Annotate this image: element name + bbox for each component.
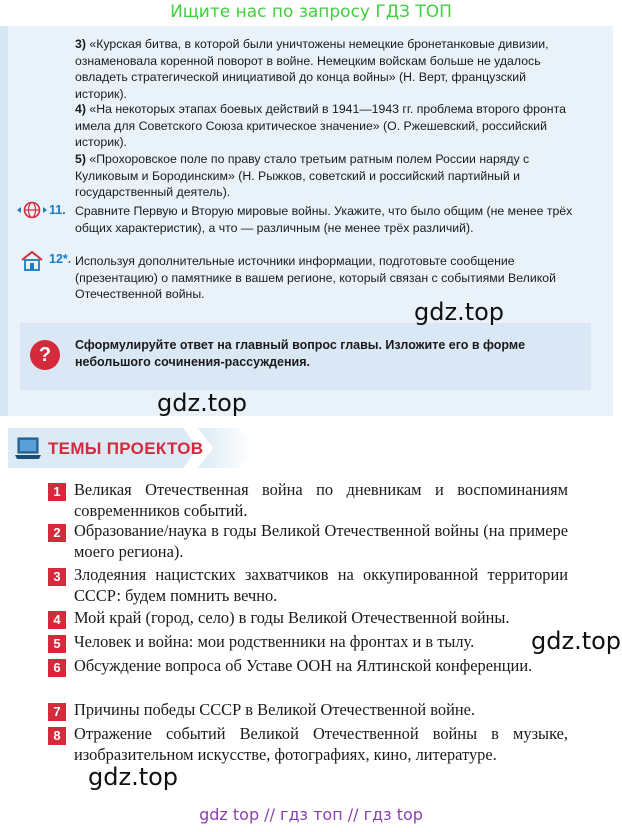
- task-11-text: Сравните Первую и Вторую мировые войны. Укажите, что было общим (не менее трёх общих характеристик), а что — различным (не менее трёх различий).: [75, 204, 573, 235]
- project-text: Обсуждение вопроса об Уставе ООН на Ялтинской конференции.: [74, 656, 533, 675]
- laptop-icon: [14, 432, 42, 462]
- quote-number: 5): [75, 152, 86, 166]
- project-text: Великая Отечественная война по дневникам и воспоминаниям современников событий.: [74, 480, 568, 520]
- task-12-number: 12*.: [49, 252, 72, 266]
- project-number-badge: 1: [48, 483, 66, 501]
- quote-5: [75, 151, 575, 201]
- watermark: gdz.top: [88, 763, 179, 791]
- project-number-badge: 4: [48, 611, 66, 629]
- projects-title: ТЕМЫ ПРОЕКТОВ: [48, 439, 204, 458]
- globe-icon: [17, 201, 47, 219]
- project-number-badge: 8: [48, 727, 66, 745]
- project-number-badge: 6: [48, 659, 66, 677]
- top-banner[interactable]: Ищите нас по запросу ГДЗ ТОП: [170, 2, 452, 22]
- quote-text: «Прохоровское поле по праву стало третьим ратным полем России наряду с Куликовым и Бородинским» (Н. Рыжков, советский и российский партийный и государственный деятель).: [75, 152, 530, 200]
- project-text: Отражение событий Великой Отечественной войны в музыке, изобразительном искусстве, фотографиях, кино, литературе.: [74, 724, 568, 764]
- main-question-text: Сформулируйте ответ на главный вопрос главы. Изложите его в форме небольшого сочинения-рассуждения.: [75, 338, 526, 369]
- footer-links[interactable]: gdz top // гдз топ // гдз top: [199, 805, 423, 824]
- project-text: Причины победы СССР в Великой Отечественной войне.: [74, 700, 475, 719]
- project-text: Мой край (город, село) в годы Великой Отечественной войны.: [74, 608, 510, 627]
- quote-3: [75, 36, 575, 102]
- quote-number: 4): [75, 102, 86, 116]
- task-11-number: 11.: [49, 203, 66, 217]
- project-text: Злодеяния нацистских захватчиков на оккупированной территории СССР: будем помнить вечно.: [74, 565, 568, 605]
- panel-left-strip: [0, 26, 8, 416]
- quote-text: «На некоторых этапах боевых действий в 1941—1943 гг. проблема второго фронта имела для Советского Союза критическое значение» (О. Ржешевский, российский историк).: [75, 102, 566, 150]
- watermark: gdz.top: [414, 298, 505, 326]
- quote-number: 3): [75, 37, 86, 51]
- watermark: gdz.top: [531, 627, 622, 655]
- project-number-badge: 3: [48, 568, 66, 586]
- project-number-badge: 5: [48, 635, 66, 653]
- project-text: Человек и война: мои родственники на фронтах и в тылу.: [74, 632, 475, 651]
- quote-4: [75, 101, 575, 151]
- house-icon: [20, 251, 44, 271]
- watermark: gdz.top: [157, 389, 248, 417]
- project-number-badge: 7: [48, 703, 66, 721]
- project-number-badge: 2: [48, 524, 66, 542]
- quote-text: «Курская битва, в которой были уничтожены немецкие бронетанковые дивизии, ознаменовала коренной поворот в войне. Немецким войскам больше не удалось овладеть стратегической инициативой до конца войны» (Н. Верт, французский историк).: [75, 37, 549, 101]
- task-12-text: Используя дополнительные источники информации, подготовьте сообщение (презентацию) о памятнике в вашем регионе, который связан с событиями Великой Отечественной войны.: [75, 254, 556, 302]
- project-text: Образование/наука в годы Великой Отечественной войны (на примере моего региона).: [74, 521, 568, 561]
- question-mark-icon: ?: [30, 340, 60, 370]
